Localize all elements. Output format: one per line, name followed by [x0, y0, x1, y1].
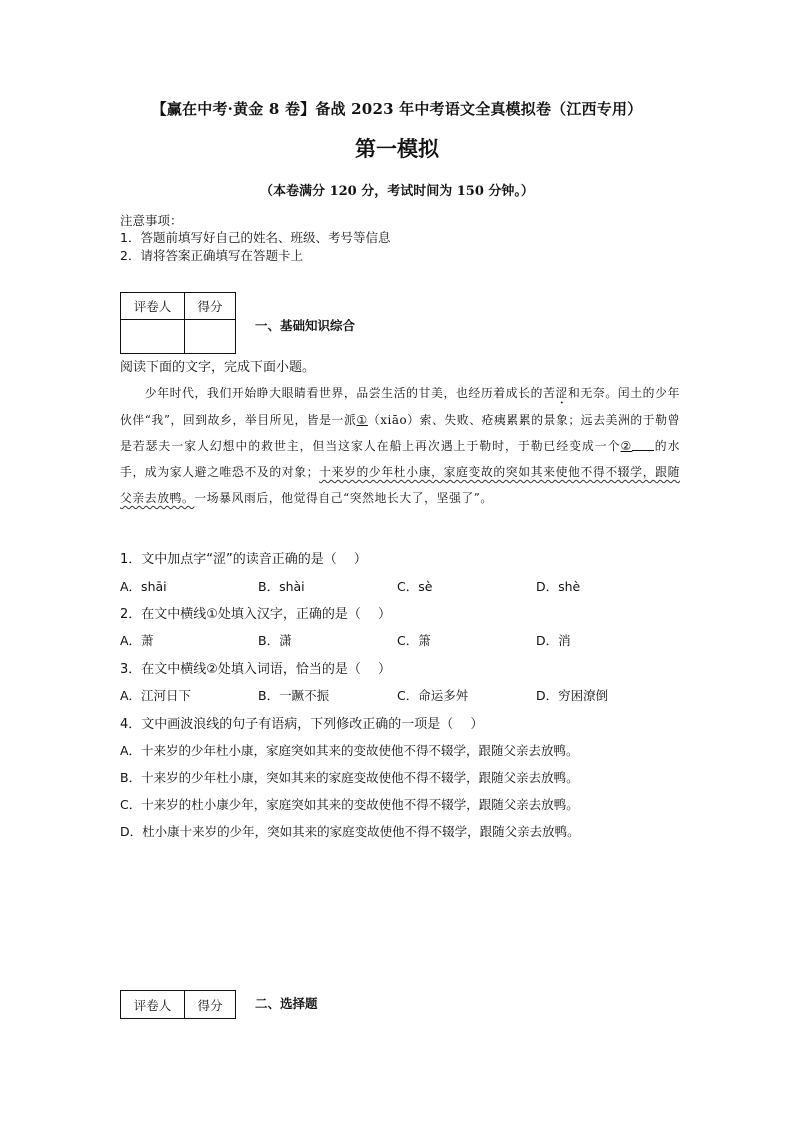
score-label-2: 得分	[185, 991, 236, 1019]
q3-option-d[interactable]: D．穷困潦倒	[536, 688, 609, 703]
blank-marker-1: ①	[356, 413, 368, 427]
q4-option-d[interactable]: D．杜小康十来岁的少年，突如其来的家庭变故使他不得不辍学，跟随父亲去放鸭。	[120, 824, 580, 839]
score-label: 得分	[185, 293, 236, 320]
passage-text-2: 和无奈。闰土的少年伙伴“我”，回到故乡，举目所见，皆是一派	[120, 386, 680, 427]
grade-box-section1	[120, 292, 236, 354]
blank-marker-2: ②	[620, 439, 633, 453]
question-2-stem: 2．在文中横线①处填入汉字，正确的是（ ）	[120, 607, 392, 622]
q1-option-c[interactable]: C．sè	[397, 579, 433, 594]
dotted-char: 涩	[555, 386, 568, 400]
q1-option-d[interactable]: D．shè	[536, 579, 581, 594]
paper-title: 【赢在中考·黄金 8 卷】备战 2023 年中考语文全真模拟卷（江西专用）	[151, 100, 643, 118]
q4-option-a[interactable]: A．十来岁的少年杜小康，家庭突如其来的变故使他不得不辍学，跟随父亲去放鸭。	[120, 743, 579, 758]
q4-option-b[interactable]: B．十来岁的少年杜小康，突如其来的家庭变故使他不得不辍学，跟随父亲去放鸭。	[120, 770, 579, 785]
q2-option-a[interactable]: A．萧	[120, 633, 154, 648]
grade-box-section2	[120, 990, 236, 1019]
q3-option-a[interactable]: A．江河日下	[120, 688, 192, 703]
reading-intro: 阅读下面的文字，完成下面小题。	[120, 360, 316, 375]
blank-line-2	[632, 438, 654, 451]
q2-option-b[interactable]: B．潇	[258, 633, 292, 648]
passage-text-5: 一场暴风雨后，他觉得自己“突然地长大了，坚强了”。	[194, 491, 493, 505]
q4-option-c[interactable]: C．十来岁的杜小康少年，家庭突如其来的变故使他不得不辍学，跟随父亲去放鸭。	[120, 797, 579, 812]
score-cell[interactable]	[185, 320, 236, 354]
passage-text-1: 少年时代，我们开始睁大眼睛看世界，品尝生活的甘美，也经历着成长的苦	[144, 386, 556, 400]
q2-option-c[interactable]: C．箫	[397, 633, 431, 648]
q3-option-b[interactable]: B．一蹶不振	[258, 688, 330, 703]
passage-text-4: 的水手，成为家人避之唯恐不及的对象；	[120, 439, 680, 479]
q1-option-a[interactable]: A．shāi	[120, 579, 167, 594]
grader-cell[interactable]	[121, 320, 185, 354]
question-3-stem: 3．在文中横线②处填入词语，恰当的是（ ）	[120, 662, 392, 677]
question-4-stem: 4．文中画波浪线的句子有语病，下列修改正确的一项是（ ）	[120, 717, 484, 732]
section1-heading: 一、基础知识综合	[255, 318, 356, 333]
section2-heading: 二、选择题	[255, 996, 318, 1011]
passage-text-3: （xiāo）索、失败、疮痍累累的景象；远去美洲的于勒曾是若瑟夫一家人幻想中的救世主，但当这家人在船上再次遇上于勒时，于勒已经变成一个	[120, 413, 681, 453]
question-1-stem: 1．文中加点字“涩”的读音正确的是（ ）	[120, 552, 367, 567]
q1-option-b[interactable]: B．shài	[258, 579, 305, 594]
grader-label-2: 评卷人	[121, 991, 185, 1019]
exam-info: （本卷满分 120 分，考试时间为 150 分钟。）	[260, 184, 534, 199]
wavy-underlined-sentence: 十来岁的少年杜小康，家庭变故的突如其来使他不得不辍学，跟随父亲去放鸭。	[120, 465, 680, 505]
notice-item-1: 1．答题前填写好自己的姓名、班级、考号等信息	[120, 230, 391, 245]
reading-passage	[120, 380, 680, 511]
q3-option-c[interactable]: C．命运多舛	[397, 688, 469, 703]
grader-label: 评卷人	[121, 293, 185, 320]
paper-subtitle: 第一模拟	[355, 136, 439, 161]
notice-heading: 注意事项：	[120, 213, 183, 228]
q2-option-d[interactable]: D．消	[536, 633, 571, 648]
notice-item-2: 2．请将答案正确填写在答题卡上	[120, 248, 303, 263]
